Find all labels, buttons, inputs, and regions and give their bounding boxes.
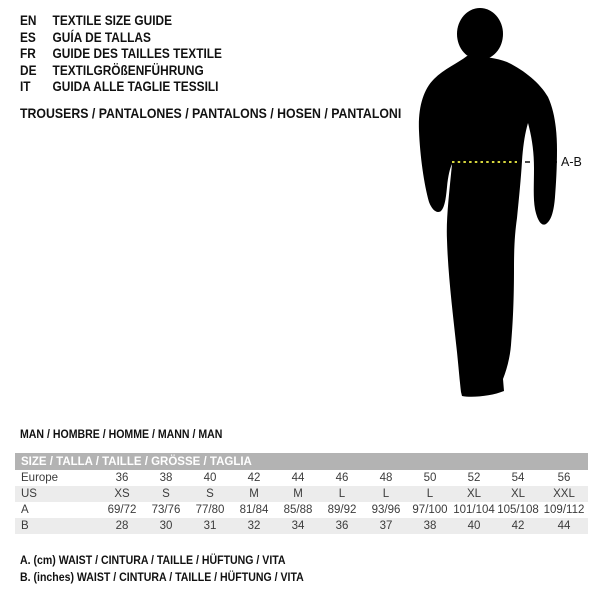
note-b: B. (inches) WAIST / CINTURA / TAILLE / HÜFTUNG / VITA bbox=[20, 569, 304, 584]
language-row-en bbox=[20, 13, 222, 30]
table-cell: 93/96 bbox=[371, 504, 401, 516]
table-cell: 32 bbox=[247, 520, 261, 532]
language-code: ES bbox=[20, 29, 36, 45]
category-heading: TROUSERS / PANTALONES / PANTALONS / HOSEN / PANTALONI bbox=[20, 105, 402, 121]
gender-heading: MAN / HOMBRE / HOMME / MANN / MAN bbox=[20, 427, 223, 441]
table-cell: S bbox=[162, 488, 170, 500]
table-cell: L bbox=[426, 488, 434, 500]
table-cell: 73/76 bbox=[151, 504, 181, 516]
language-row-fr bbox=[20, 46, 222, 63]
language-code: IT bbox=[20, 79, 31, 95]
table-cell: 81/84 bbox=[239, 504, 269, 516]
table-cell: M bbox=[293, 488, 303, 500]
table-cell: 40 bbox=[203, 472, 217, 484]
table-cell: 109/112 bbox=[543, 504, 585, 516]
table-header-row bbox=[15, 453, 588, 470]
table-cell: 28 bbox=[115, 520, 129, 532]
table-cell: 85/88 bbox=[283, 504, 313, 516]
table-cell: 36 bbox=[115, 472, 129, 484]
table-cell: 38 bbox=[159, 472, 173, 484]
man-silhouette-figure bbox=[405, 0, 600, 405]
table-cell: 44 bbox=[557, 520, 571, 532]
table-cell: 54 bbox=[511, 472, 525, 484]
table-cell: 40 bbox=[467, 520, 481, 532]
table-cell: 69/72 bbox=[107, 504, 137, 516]
language-label: GUIDE DES TAILLES TEXTILE bbox=[52, 46, 222, 62]
table-cell: XS bbox=[114, 488, 130, 500]
language-label: TEXTILE SIZE GUIDE bbox=[52, 13, 173, 28]
language-code: DE bbox=[20, 62, 37, 78]
size-table-header: SIZE / TALLA / TAILLE / GRÖSSE / TAGLIA bbox=[15, 453, 588, 470]
table-cell: 30 bbox=[159, 520, 173, 532]
language-code: FR bbox=[20, 46, 36, 62]
table-cell: 97/100 bbox=[412, 504, 448, 516]
table-cell: 42 bbox=[247, 472, 261, 484]
table-cell: 31 bbox=[203, 520, 217, 532]
table-cell: S bbox=[206, 488, 214, 500]
table-cell: 105/108 bbox=[497, 504, 539, 516]
row-label: B bbox=[21, 520, 29, 532]
table-cell: 44 bbox=[291, 472, 305, 484]
table-cell: 36 bbox=[335, 520, 349, 532]
row-label: A bbox=[21, 504, 29, 516]
language-label: GUIDA ALLE TAGLIE TESSILI bbox=[52, 79, 219, 95]
table-cell: 56 bbox=[557, 472, 571, 484]
table-cell: 42 bbox=[511, 520, 525, 532]
table-cell: 37 bbox=[379, 520, 393, 532]
language-code: EN bbox=[20, 13, 37, 28]
table-cell: 101/104 bbox=[453, 504, 495, 516]
row-label: US bbox=[21, 488, 37, 500]
table-row-b-inches bbox=[15, 518, 588, 534]
row-label: Europe bbox=[21, 472, 59, 484]
table-cell: 50 bbox=[423, 472, 437, 484]
table-cell: 89/92 bbox=[327, 504, 357, 516]
table-cell: 52 bbox=[467, 472, 481, 484]
measurement-notes bbox=[20, 552, 304, 585]
table-row-us bbox=[15, 486, 588, 502]
table-cell: 48 bbox=[379, 472, 393, 484]
man-silhouette bbox=[419, 8, 557, 397]
table-cell: M bbox=[249, 488, 259, 500]
size-table bbox=[15, 453, 588, 534]
table-cell: 46 bbox=[335, 472, 349, 484]
table-cell: L bbox=[338, 488, 346, 500]
table-cell: XXL bbox=[553, 488, 575, 500]
table-row-a-cm bbox=[15, 502, 588, 518]
table-cell: 34 bbox=[291, 520, 305, 532]
language-row-es bbox=[20, 30, 222, 47]
note-a: A. (cm) WAIST / CINTURA / TAILLE / HÜFTUNG / VITA bbox=[20, 553, 286, 567]
table-row-europe bbox=[15, 470, 588, 486]
table-cell: XL bbox=[466, 488, 482, 500]
table-cell: XL bbox=[510, 488, 526, 500]
language-row-de bbox=[20, 63, 222, 80]
language-label: GUÍA DE TALLAS bbox=[52, 29, 151, 45]
table-cell: L bbox=[382, 488, 390, 500]
table-cell: 38 bbox=[423, 520, 437, 532]
language-label: TEXTILGRÖßENFÜHRUNG bbox=[52, 62, 204, 78]
language-row-it bbox=[20, 79, 222, 96]
measure-label: A-B bbox=[561, 155, 582, 169]
language-legend bbox=[20, 13, 222, 96]
table-cell: 77/80 bbox=[195, 504, 225, 516]
